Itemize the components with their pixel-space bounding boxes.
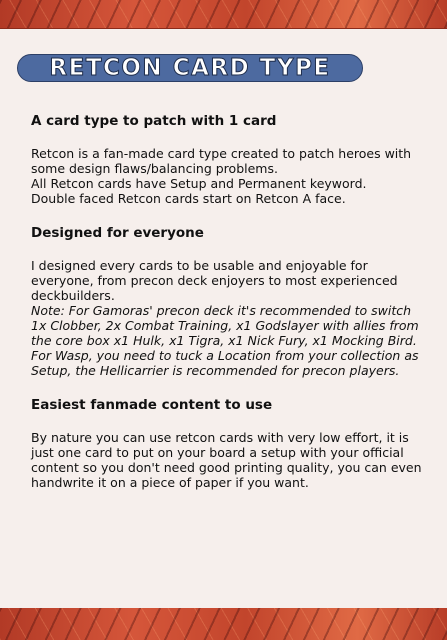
- note-text: For Wasp, you need to tuck a Location from your collection as Setup, the Hellicarrier is recommended for precon players.: [31, 348, 419, 378]
- section-easiest: [31, 397, 423, 490]
- note-text: Note: For Gamoras' precon deck it's recommended to switch 1x Clobber, 2x Combat Training, x1 Godslayer with allies from the core box x1 Hulk, x1 Tigra, x1 Nick Fury, x1 Mocking Bird.: [31, 303, 419, 348]
- paragraph: Retcon is a fan-made card type created to patch heroes with some design flaws/balancing problems.: [31, 146, 412, 176]
- section-heading: Easiest fanmade content to use: [31, 397, 273, 413]
- paragraph: By nature you can use retcon cards with very low effort, it is just one card to put on your board a setup with your official content so you don't need good printing quality, you can even handwrite it on a piece of paper if you want.: [31, 430, 422, 490]
- section-everyone: [31, 225, 423, 378]
- top-decorative-band: [0, 0, 447, 30]
- section-heading: A card type to patch with 1 card: [31, 113, 277, 129]
- page-title: RETCON CARD TYPE: [49, 55, 331, 81]
- bottom-decorative-band: [0, 608, 447, 640]
- paragraph: Double faced Retcon cards start on Retcon A face.: [31, 191, 346, 206]
- paragraph: I designed every cards to be usable and enjoyable for everyone, from precon deck enjoyers to most experienced deckbuilders.: [31, 258, 398, 303]
- section-heading: Designed for everyone: [31, 225, 204, 241]
- paragraph: All Retcon cards have Setup and Permanent keyword.: [31, 176, 367, 191]
- title-banner: [17, 54, 363, 82]
- content-body: [31, 113, 423, 490]
- page-panel: [0, 28, 447, 610]
- section-patch: [31, 113, 423, 206]
